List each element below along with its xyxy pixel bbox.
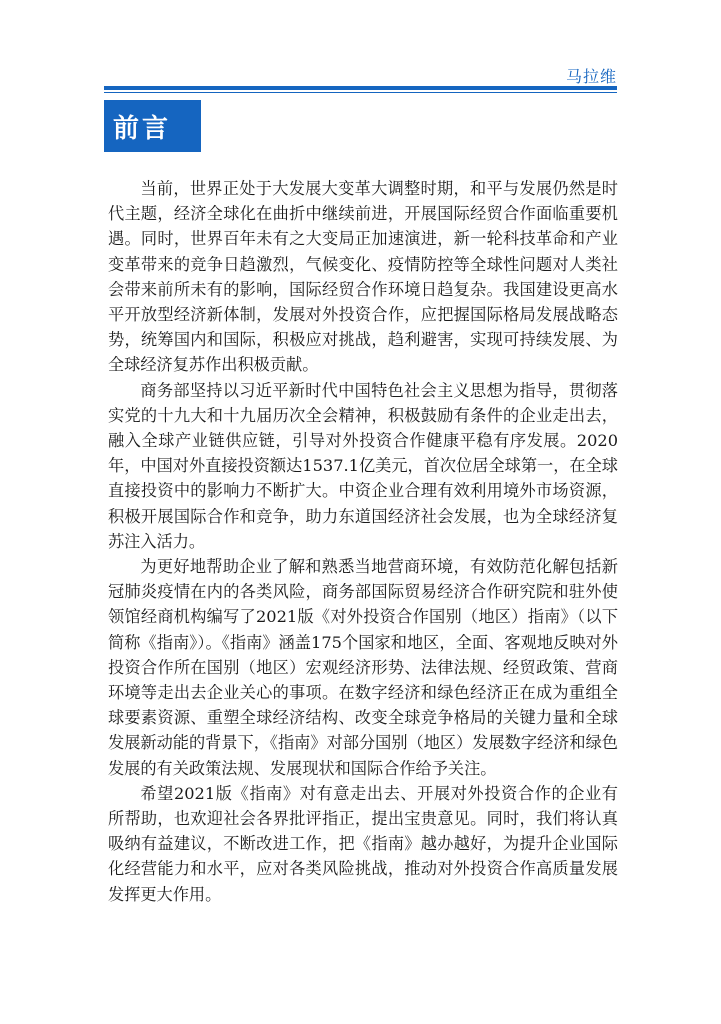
header-rule [104, 86, 617, 90]
paragraph-3: 为更好地帮助企业了解和熟悉当地营商环境，有效防范化解包括新冠肺炎疫情在内的各类风险，商务部国际贸易经济合作研究院和驻外使领馆经商机构编写了2021版《对外投资合作国别（地区）指南》（以下简称《指南》）。《指南》涵盖175个国家和地区，全面、客观地反映对外投资合作所在国别（地区）宏观经济形势、法律法规、经贸政策、营商环境等走出去企业关心的事项。在数字经济和绿色经济正在成为重组全球要素资源、重塑全球经济结构、改变全球竞争格局的关键力量和全球发展新动能的背景下，《指南》对部分国别（地区）发展数字经济和绿色发展的有关政策法规、发展现状和国际合作给予关注。 [108, 557, 618, 778]
paragraph-1: 当前，世界正处于大发展大变革大调整时期，和平与发展仍然是时代主题，经济全球化在曲折中继续前进，开展国际经贸合作面临重要机遇。同时，世界百年未有之大变局正加速演进，新一轮科技革命和产业变革带来的竞争日趋激烈，气候变化、疫情防控等全球性问题对人类社会带来前所未有的影响，国际经贸合作环境日趋复杂。我国建设更高水平开放型经济新体制，发展对外投资合作，应把握国际格局发展战略态势，统筹国内和国际，积极应对挑战，趋利避害，实现可持续发展、为全球经济复苏作出积极贡献。 [108, 179, 618, 375]
paragraph-2: 商务部坚持以习近平新时代中国特色社会主义思想为指导，贯彻落实党的十九大和十九届历次全会精神，积极鼓励有条件的企业走出去，融入全球产业链供应链，引导对外投资合作健康平稳有序发展。2020年，中国对外直接投资额达1537.1亿美元，首次位居全球第一，在全球直接投资中的影响力不断扩大。中资企业合理有效利用境外市场资源，积极开展国际合作和竞争，助力东道国经济社会发展，也为全球经济复苏注入活力。 [108, 380, 618, 551]
section-title: 前言 [113, 113, 172, 144]
section-title-box [104, 100, 201, 152]
paragraph-4: 希望2021版《指南》对有意走出去、开展对外投资合作的企业有所帮助，也欢迎社会各界批评指正，提出宝贵意见。同时，我们将认真吸纳有益建议，不断改进工作，把《指南》越办越好，为提升企业国际化经营能力和水平，应对各类风险挑战，推动对外投资合作高质量发展发挥更大作用。 [108, 783, 618, 904]
header-rule-thin [104, 92, 617, 93]
preface-body [108, 176, 618, 907]
header-country-name: 马拉维 [565, 67, 617, 86]
